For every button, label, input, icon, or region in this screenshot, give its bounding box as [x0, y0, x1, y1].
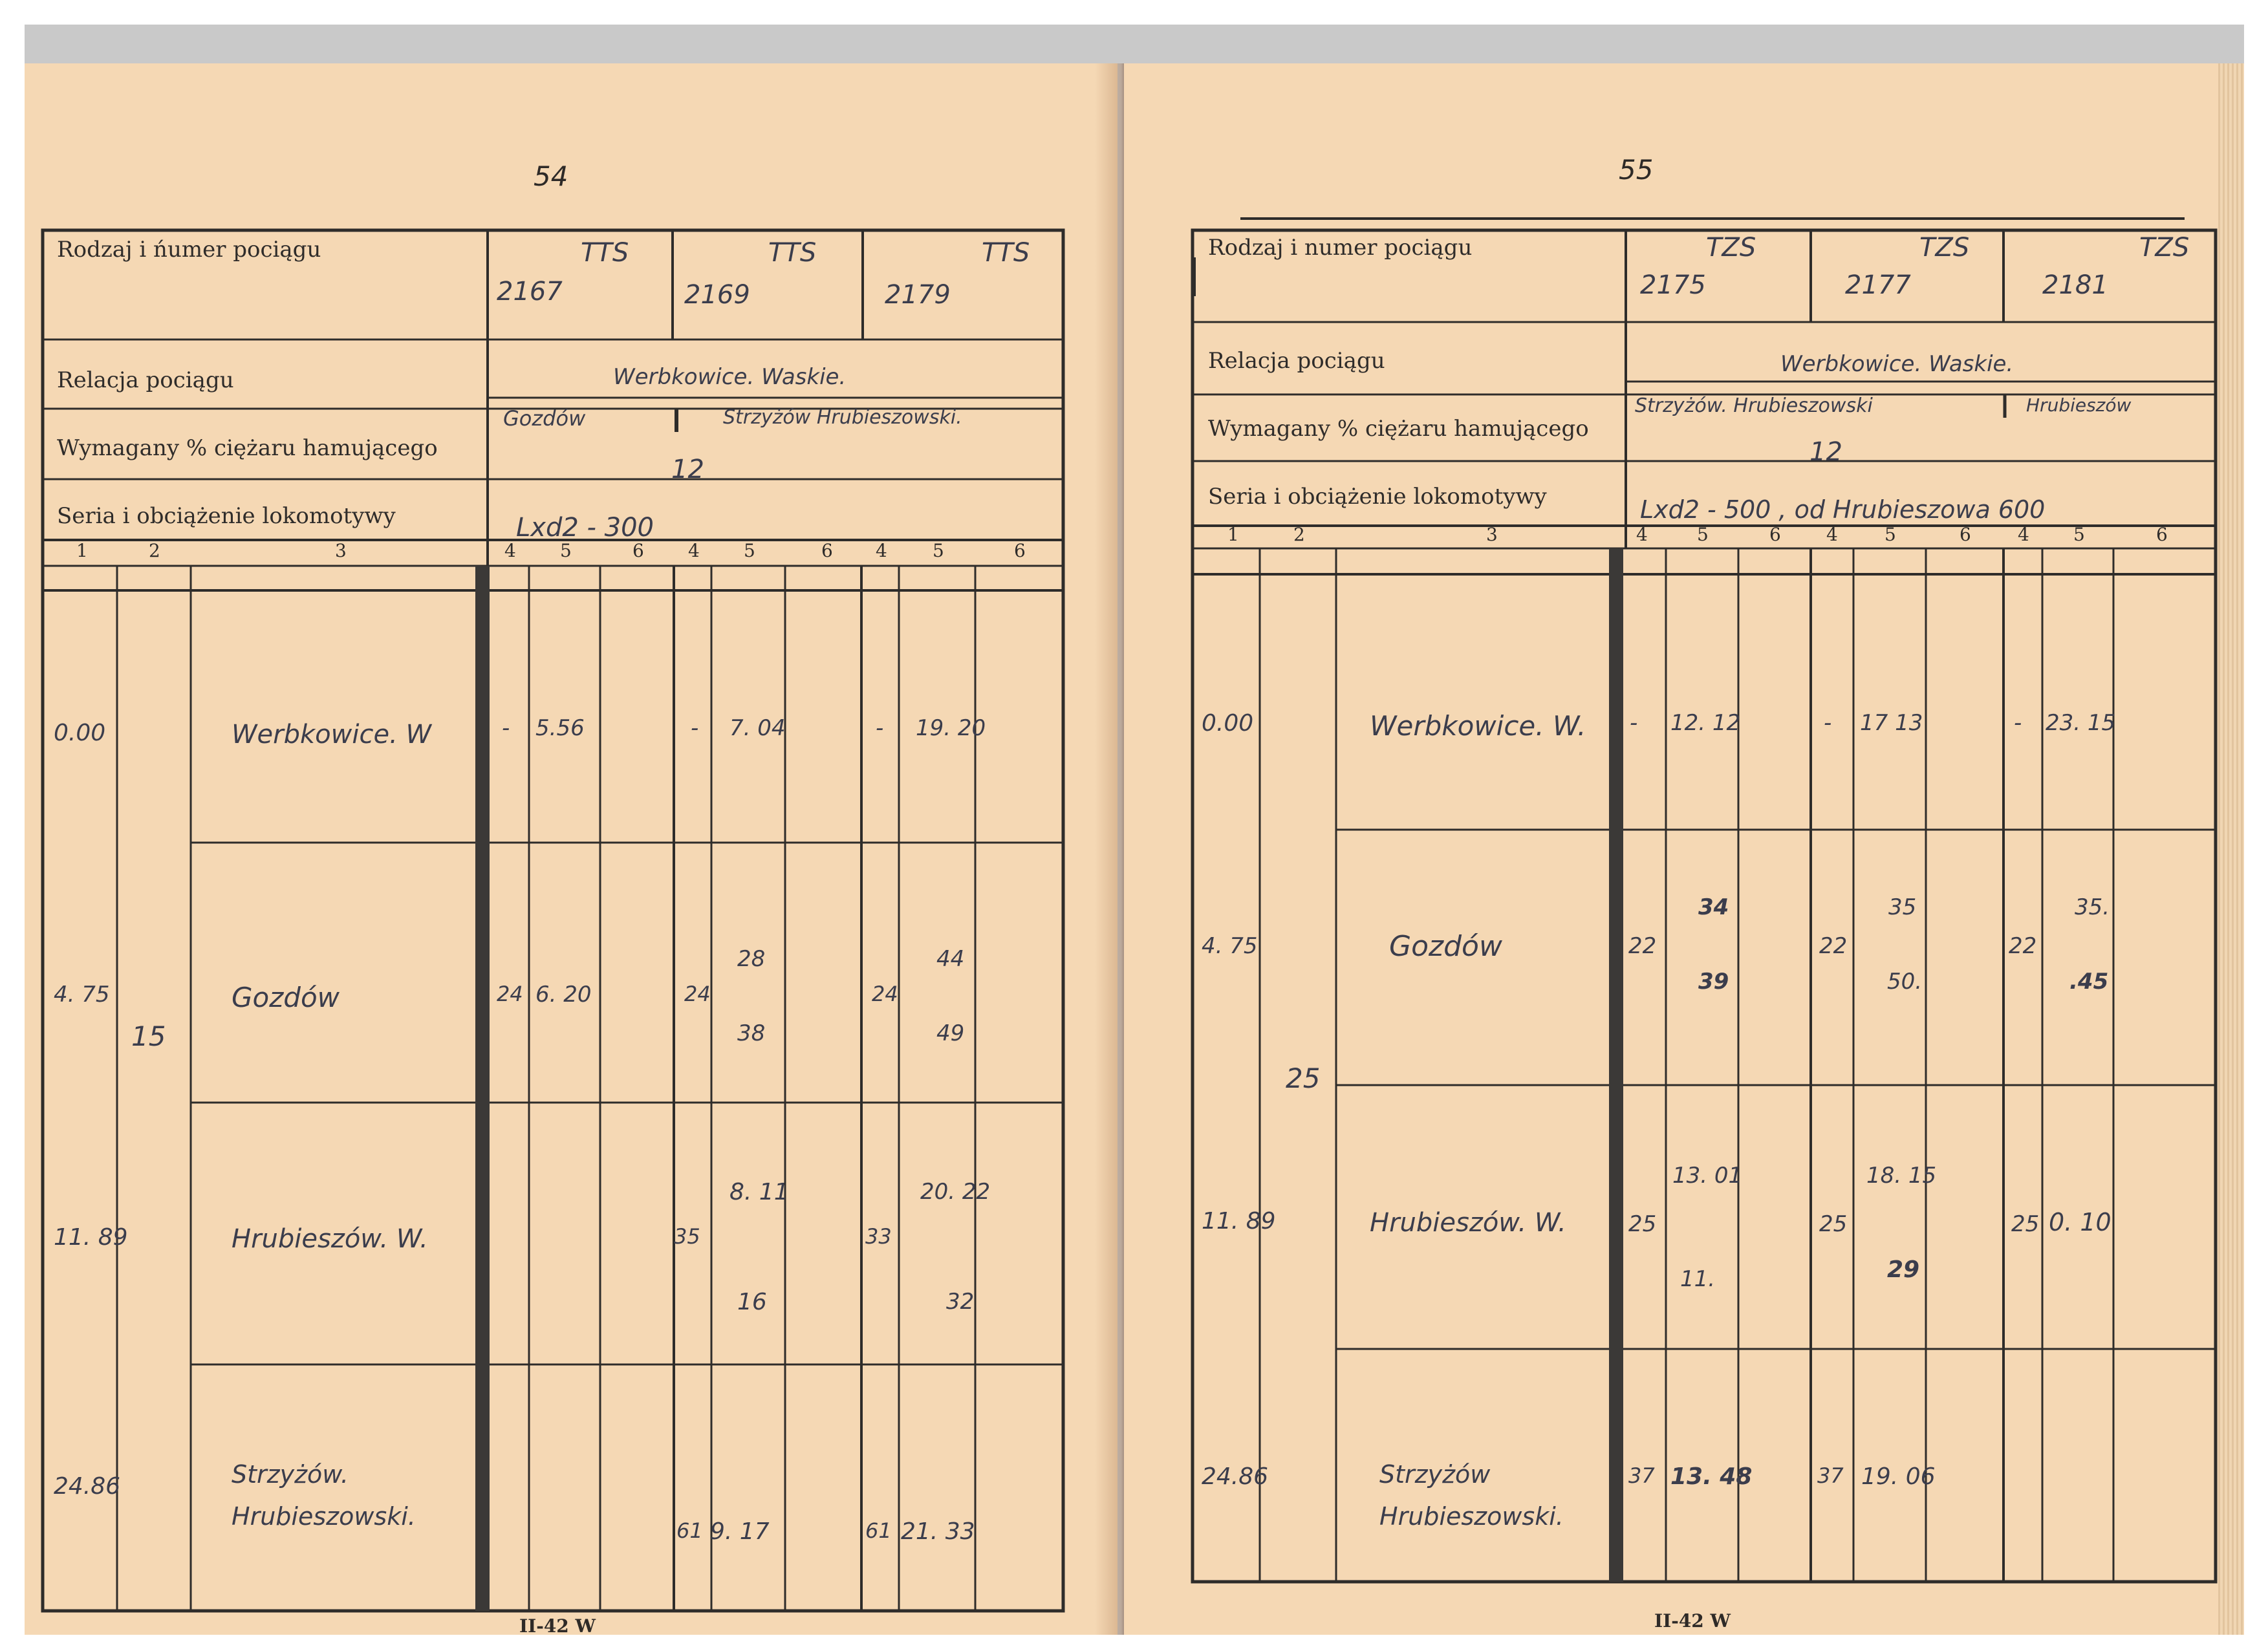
train-number: 2177: [1845, 270, 1911, 300]
train-category: TZS: [1919, 233, 1970, 263]
station-km: 0.00: [1202, 710, 1254, 737]
halt-minutes: 24: [684, 982, 711, 1006]
station-km: 4. 75: [54, 982, 110, 1008]
column-number: 2: [1293, 524, 1305, 545]
station-name: Strzyżów.: [232, 1460, 349, 1489]
column-number: 2: [149, 540, 160, 561]
train-label: Rodzaj i numer pociągu: [1208, 235, 1473, 261]
station-km: 0.00: [54, 720, 106, 746]
departure-time: 29: [1887, 1256, 1920, 1283]
column-number: 6: [1960, 524, 1971, 545]
column-number: 4: [876, 540, 887, 561]
left-page: [25, 63, 1118, 1635]
page-footer: II-42 W: [519, 1615, 596, 1635]
arrival-time: 34: [1698, 894, 1729, 920]
arrival-time: 19. 06: [1861, 1463, 1936, 1490]
halt-minutes: 61: [676, 1518, 703, 1543]
arrival-time: 21. 33: [901, 1518, 975, 1545]
halt-minutes: -: [502, 715, 510, 741]
brake-value: 12: [671, 455, 704, 484]
column-number: 5: [560, 540, 572, 561]
halt-minutes: 35: [674, 1224, 700, 1249]
train-number: 2179: [885, 280, 951, 310]
departure-time: 50.: [1887, 969, 1923, 995]
column-number: 5: [744, 540, 755, 561]
distance-total: 15: [131, 1020, 166, 1052]
brake-label: Wymagany % ciężaru hamującego: [57, 435, 438, 461]
relation-from: Werbkowice. Waskie.: [613, 364, 847, 390]
train-number: 2169: [684, 280, 750, 310]
train-number: 2175: [1640, 270, 1706, 300]
brake-label: Wymagany % ciężaru hamującego: [1208, 416, 1589, 442]
page-number: 54: [534, 160, 568, 192]
scanned-book-spread: [25, 25, 2244, 1635]
train-category: TTS: [768, 238, 817, 268]
departure-time: 16: [737, 1289, 767, 1315]
column-number: 5: [2073, 524, 2085, 545]
right-page: [1124, 63, 2244, 1635]
halt-minutes: 25: [2011, 1211, 2040, 1237]
column-number: 5: [933, 540, 944, 561]
arrival-time: 9. 17: [710, 1518, 770, 1545]
column-number: 5: [1885, 524, 1896, 545]
halt-minutes: 25: [1628, 1211, 1657, 1237]
departure-time: 6. 20: [535, 982, 592, 1008]
station-km: 11. 89: [1202, 1208, 1276, 1234]
station-km: 4. 75: [1202, 933, 1258, 959]
departure-time: 23. 15: [2046, 710, 2116, 736]
arrival-time: 35: [1888, 894, 1917, 920]
loco-value: Lxd2 - 500 , od Hrubieszowa 600: [1640, 495, 2046, 524]
station-name-line2: Hrubieszowski.: [1379, 1502, 1564, 1531]
departure-time: 19. 20: [916, 715, 986, 741]
station-name-line2: Hrubieszowski.: [232, 1502, 416, 1531]
halt-minutes: 37: [1817, 1463, 1844, 1488]
station-name: Hrubieszów. W.: [1370, 1208, 1566, 1238]
departure-time: 0. 10: [2049, 1208, 2111, 1236]
departure-time: 7. 04: [729, 715, 786, 741]
departure-time: 11.: [1680, 1266, 1716, 1292]
train-category: TTS: [982, 238, 1030, 268]
relation-from: Werbkowice. Waskie.: [1780, 351, 2014, 377]
halt-minutes: -: [1824, 710, 1832, 736]
halt-minutes: 24: [872, 982, 898, 1006]
departure-time: 49: [936, 1020, 965, 1046]
halt-minutes: 22: [1628, 933, 1657, 959]
arrival-time: 28: [737, 946, 766, 972]
column-number: 4: [688, 540, 700, 561]
station-km: 11. 89: [54, 1224, 128, 1251]
train-label: Rodzaj i ńumer pociągu: [57, 237, 321, 263]
departure-time: 12. 12: [1670, 710, 1741, 736]
column-number: 1: [76, 540, 88, 561]
station-km: 24.86: [1202, 1463, 1269, 1490]
relation-to-b: Hrubieszów: [2026, 394, 2132, 416]
relation-to-b: Strzyżów Hrubieszowski.: [723, 406, 962, 429]
arrival-time: 20. 22: [920, 1179, 991, 1205]
column-number: 3: [335, 540, 347, 561]
brake-value: 12: [1809, 437, 1842, 467]
relation-label: Relacja pociągu: [57, 367, 234, 393]
column-number: 1: [1227, 524, 1239, 545]
halt-minutes: 61: [865, 1518, 892, 1543]
arrival-time: 35.: [2075, 894, 2110, 920]
station-name: Gozdów: [232, 982, 340, 1013]
relation-to-a: Strzyżów. Hrubieszowski: [1635, 394, 1873, 417]
column-number: 3: [1486, 524, 1498, 545]
halt-minutes: 33: [865, 1224, 892, 1249]
column-number: 6: [2156, 524, 2168, 545]
halt-minutes: 22: [1819, 933, 1848, 959]
page-number: 55: [1619, 154, 1654, 186]
departure-time: 32: [946, 1289, 975, 1315]
halt-minutes: 25: [1819, 1211, 1848, 1237]
train-number: 2167: [497, 277, 563, 307]
column-number: 5: [1697, 524, 1709, 545]
loco-value: Lxd2 - 300: [516, 513, 654, 543]
relation-label: Relacja pociągu: [1208, 348, 1385, 374]
column-number: 6: [821, 540, 833, 561]
departure-time: 17 13: [1860, 710, 1923, 736]
arrival-time: 13. 01: [1672, 1163, 1743, 1189]
halt-minutes: -: [2014, 710, 2022, 736]
page-stack-edge: [2218, 63, 2244, 1635]
train-category: TZS: [1706, 233, 1756, 263]
station-km: 24.86: [54, 1473, 121, 1500]
train-category: TTS: [581, 238, 629, 268]
departure-time: .45: [2069, 969, 2109, 995]
station-name: Hrubieszów. W.: [232, 1224, 428, 1254]
station-name: Werbkowice. W.: [1370, 710, 1586, 742]
station-name: Strzyżów: [1379, 1460, 1491, 1489]
arrival-time: 18. 15: [1866, 1163, 1937, 1189]
station-name: Werbkowice. W: [232, 720, 432, 749]
station-name: Gozdów: [1389, 930, 1502, 963]
halt-minutes: 22: [2009, 933, 2037, 959]
column-number: 4: [504, 540, 516, 561]
halt-minutes: 24: [497, 982, 523, 1006]
column-number: 4: [1826, 524, 1838, 545]
halt-minutes: -: [1630, 710, 1638, 736]
column-number: 6: [1769, 524, 1781, 545]
loco-label: Seria i obciążenie lokomotywy: [1208, 484, 1547, 510]
arrival-time: 8. 11: [729, 1179, 789, 1205]
distance-total: 25: [1286, 1062, 1321, 1094]
halt-minutes: -: [691, 715, 699, 741]
arrival-time: 13. 48: [1670, 1463, 1753, 1490]
page-footer: II-42 W: [1654, 1610, 1731, 1632]
column-number: 6: [1014, 540, 1026, 561]
train-category: TZS: [2139, 233, 2190, 263]
departure-time: 39: [1698, 969, 1729, 995]
arrival-time: 44: [936, 946, 965, 972]
departure-time: 38: [737, 1020, 766, 1046]
column-number: 6: [632, 540, 644, 561]
halt-minutes: -: [876, 715, 884, 741]
column-number: 4: [2018, 524, 2029, 545]
train-number: 2181: [2042, 270, 2108, 300]
column-number: 4: [1636, 524, 1648, 545]
halt-minutes: 37: [1628, 1463, 1655, 1488]
departure-time: 5.56: [535, 715, 585, 741]
loco-label: Seria i obciążenie lokomotywy: [57, 503, 396, 529]
relation-to-a: Gozdów: [503, 406, 586, 431]
